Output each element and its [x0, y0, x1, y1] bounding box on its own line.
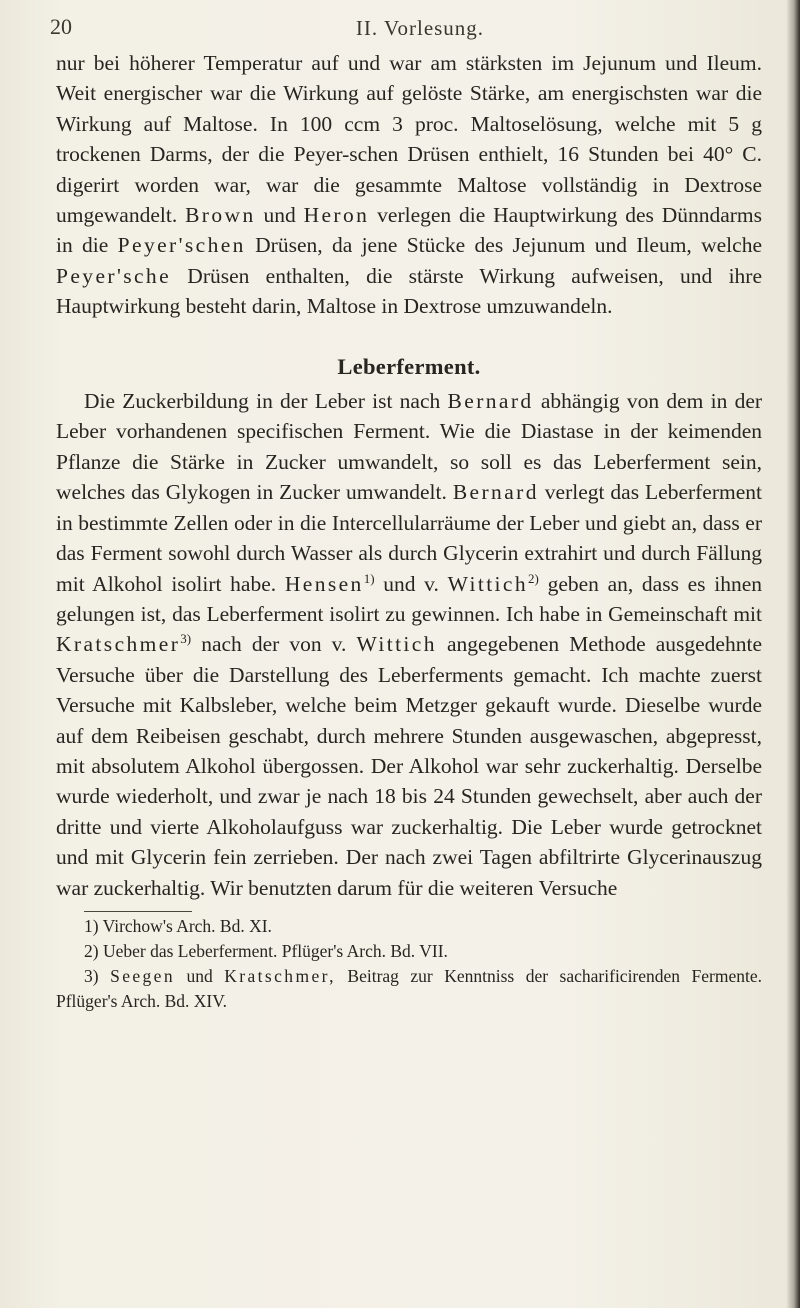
paragraph-1-text: nur bei höherer Temperatur auf und war am stärksten im Jejunum und Ileum. Weit energischer war die Wirkung auf gelöste Stärke, am energischsten war die Wirkung auf Maltose. In 100 ccm 3 proc. Maltoselösung, welche mit 5 g trockenen Darms, der die Peyer-schen Drüsen enthielt, 16 Stunden bei 40° C. digerirt worden war, war die gesammte Maltose vollständig in Dextrose umgewandelt. — [56, 51, 762, 228]
footnotes — [56, 914, 762, 1014]
main-text — [56, 48, 762, 1014]
footnote-3-author-seegen: Seegen — [110, 965, 175, 986]
author-brown: Brown — [185, 203, 256, 228]
author-wittich-1: Wittich — [447, 571, 529, 596]
name-peyer-1: Peyer'schen — [117, 233, 246, 258]
author-bernard-2: Bernard — [452, 480, 539, 505]
paragraph-2-part-7: angegebenen Methode ausgedehnte Versuche über die Darstellung des Leberferments gemacht. Ich machte zuerst Versuche mit Kalbsleber, welche beim Metzger gekauft wurde. Dieselbe wurde auf dem Reibeisen geschabt, durch mehrere Stunden ausgewaschen, abgepresst, mit absolutem Alkohol übergossen. Der Alkohol war sehr zuckerhaltig. Derselbe wurde wiederholt, und zwar je nach 18 bis 24 Stunden gewechselt, aber auch der dritte und vierte Alkoholaufguss war zuckerhaltig. Die Leber wurde getrocknet und mit Glycerin fein zerrieben. Der nach zwei Tagen abfiltrirte Glycerinauszug war zuckerhaltig. Wir benutzten darum für die weiteren Versuche — [56, 632, 762, 900]
paragraph-1-part-8: Drüsen enthalten, die stärste Wirkung aufweisen, und ihre Hauptwirkung besteht darin, Maltose in Dextrose umzuwandeln. — [56, 263, 762, 319]
author-hensen: Hensen — [284, 571, 364, 596]
paragraph-1-part-4: verlegen die Hauptwirkung des Dünndarms in die — [56, 203, 763, 258]
paragraph-2-part-1: Die Zuckerbildung in der Leber ist nach — [84, 389, 441, 414]
footnote-3-mark: 3) — [84, 965, 99, 986]
footnote-ref-1: 1) — [363, 570, 375, 586]
section-heading: Leberferment. — [337, 353, 481, 379]
paragraph-2-part-2: abhängig von dem in der Leber vorhandenen specifischen Ferment. Wie die Diastase in der keimenden Pflanze die Stärke in Zucker umwandelt, so soll es das Leberferment sein, welches das Glykogen in Zucker umwandelt. — [56, 389, 763, 505]
author-heron: Heron — [303, 203, 370, 228]
footnote-ref-3: 3) — [180, 631, 192, 647]
footnote-3 — [56, 964, 762, 1014]
paragraph-2-part-5: geben an, dass es ihnen gelungen ist, das Leberferment isolirt zu gewinnen. Ich habe in Gemeinschaft mit — [56, 571, 763, 626]
author-bernard-1: Bernard — [447, 389, 534, 414]
paragraph-2-part-6: nach der von v. — [201, 632, 347, 657]
footnote-3-conj: und — [186, 965, 213, 986]
running-title: II. Vorlesung. — [355, 16, 485, 40]
paragraph-2 — [56, 386, 762, 903]
footnote-1: 1) Virchow's Arch. Bd. XI. — [84, 915, 272, 936]
page-edge-shadow — [786, 0, 800, 1308]
paragraph-1-part-6: Drüsen, da jene Stücke des Jejunum und Ileum, welche — [255, 233, 762, 258]
page-number: 20 — [50, 14, 72, 39]
author-wittich-2: Wittich — [356, 632, 437, 657]
author-kratschmer: Kratschmer — [56, 632, 181, 657]
footnote-2: 2) Ueber das Leberferment. Pflüger's Arch. Bd. VII. — [84, 940, 448, 961]
paragraph-1 — [56, 48, 762, 322]
footnote-ref-2: 2) — [528, 570, 539, 586]
paragraph-2-part-3: verlegt das Leberferment in bestimmte Zellen oder in die Intercellularräume der Leber und giebt an, dass er das Ferment sowohl durch Wasser als durch Glycerin extrahirt und durch Fällung mit Alkohol isolirt habe. — [56, 480, 762, 596]
footnote-3-author-kratschmer: Kratschmer, — [224, 965, 336, 986]
footnote-3-text: Beitrag zur Kenntniss der sacharificirenden Fermente. Pflüger's Arch. Bd. XIV. — [56, 965, 762, 1011]
name-peyer-2: Peyer'sche — [56, 263, 172, 288]
paragraph-1-conj: und — [263, 203, 296, 228]
paragraph-2-part-4: und v. — [383, 571, 439, 596]
footnote-divider — [84, 911, 192, 912]
